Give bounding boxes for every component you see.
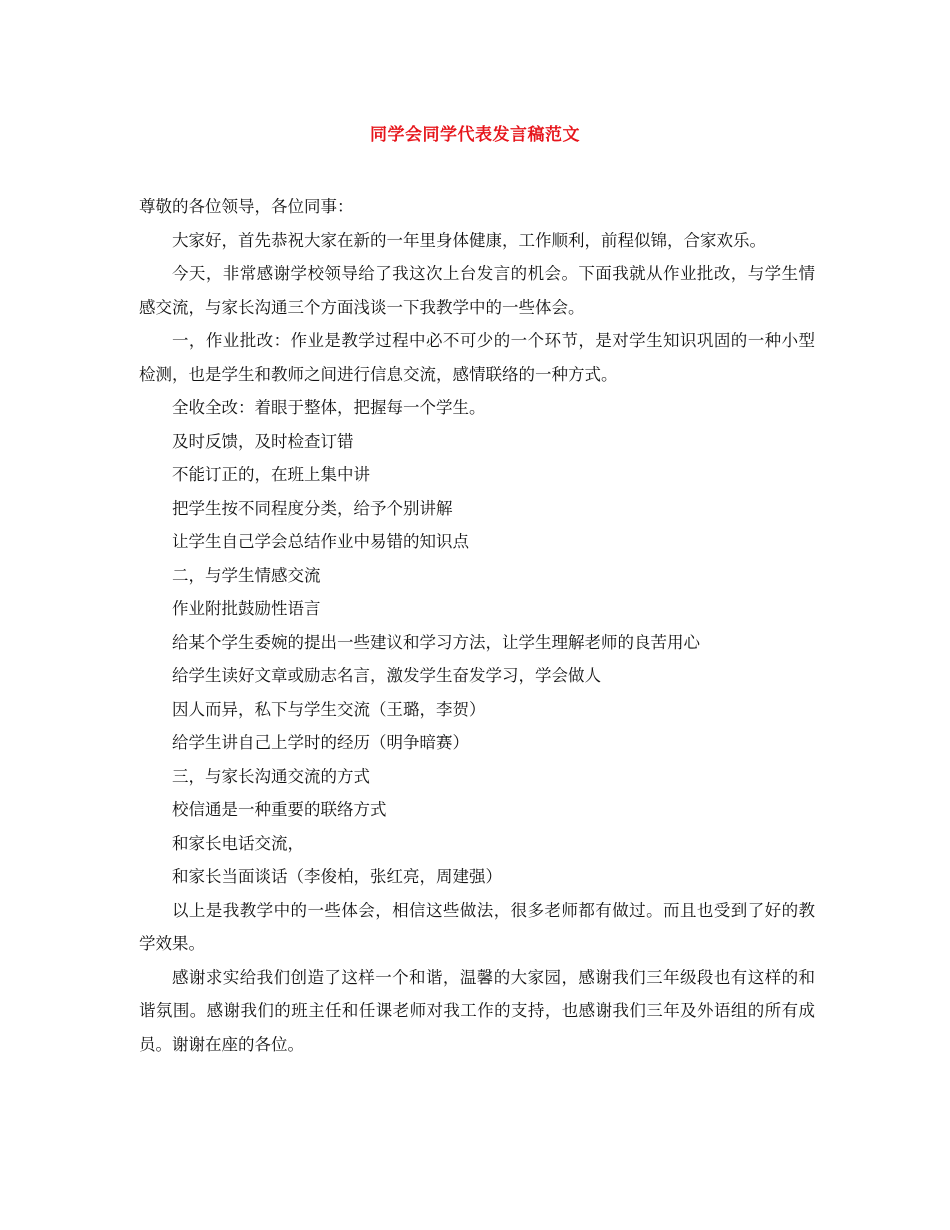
list-item: 及时反馈，及时检查订错 (172, 431, 354, 451)
list-item: 给学生读好文章或励志名言，激发学生奋发学习，学会做人 (172, 666, 601, 685)
list-item: 把学生按不同程度分类，给予个别讲解 (172, 498, 453, 518)
list-item: 全收全改：着眼于整体，把握每一个学生。 (172, 398, 486, 417)
list-item: 给某个学生委婉的提出一些建议和学习方法，让学生理解老师的良苦用心 (172, 632, 700, 652)
body-paragraph: 大家好，首先恭祝大家在新的一年里身体健康，工作顺利，前程似锦，合家欢乐。 (172, 230, 766, 250)
list-item: 和家长电话交流， (172, 833, 304, 853)
list-item: 让学生自己学会总结作业中易错的知识点 (172, 532, 469, 551)
body-paragraph: 以上是我教学中的一些体会，相信这些做法，很多老师都有做过。而且也受到了好的教学效果。 (139, 900, 815, 953)
list-item: 作业附批鼓励性语言 (172, 599, 321, 618)
section-heading-parents: 三，与家长沟通交流的方式 (172, 766, 370, 786)
list-item: 校信通是一种重要的联络方式 (172, 800, 387, 819)
closing-paragraph: 感谢求实给我们创造了这样一个和谐，温馨的大家园，感谢我们三年级段也有这样的和谐氛围。感谢我们的班主任和任课老师对我工作的支持，也感谢我们三年及外语组的所有成员。谢谢在座的各位。 (139, 967, 815, 1054)
document-body (139, 190, 815, 1061)
list-item: 因人而异，私下与学生交流（王璐，李贺） (172, 699, 486, 719)
list-item: 不能订正的，在班上集中讲 (172, 465, 370, 484)
list-item: 给学生讲自己上学时的经历（明争暗赛） (172, 733, 469, 752)
salutation-paragraph: 尊敬的各位领导，各位同事： (139, 197, 354, 216)
document-title: 同学会同学代表发言稿范文 (370, 125, 580, 145)
section-heading-students: 二，与学生情感交流 (172, 565, 321, 585)
body-paragraph: 今天，非常感谢学校领导给了我这次上台发言的机会。下面我就从作业批改，与学生情感交流，与家长沟通三个方面浅谈一下我教学中的一些体会。 (139, 264, 815, 317)
section-heading-homework: 一，作业批改：作业是教学过程中必不可少的一个环节，是对学生知识巩固的一种小型检测，也是学生和教师之间进行信息交流，感情联络的一种方式。 (139, 331, 815, 384)
list-item: 和家长当面谈话（李俊柏，张红亮，周建强） (172, 867, 502, 886)
